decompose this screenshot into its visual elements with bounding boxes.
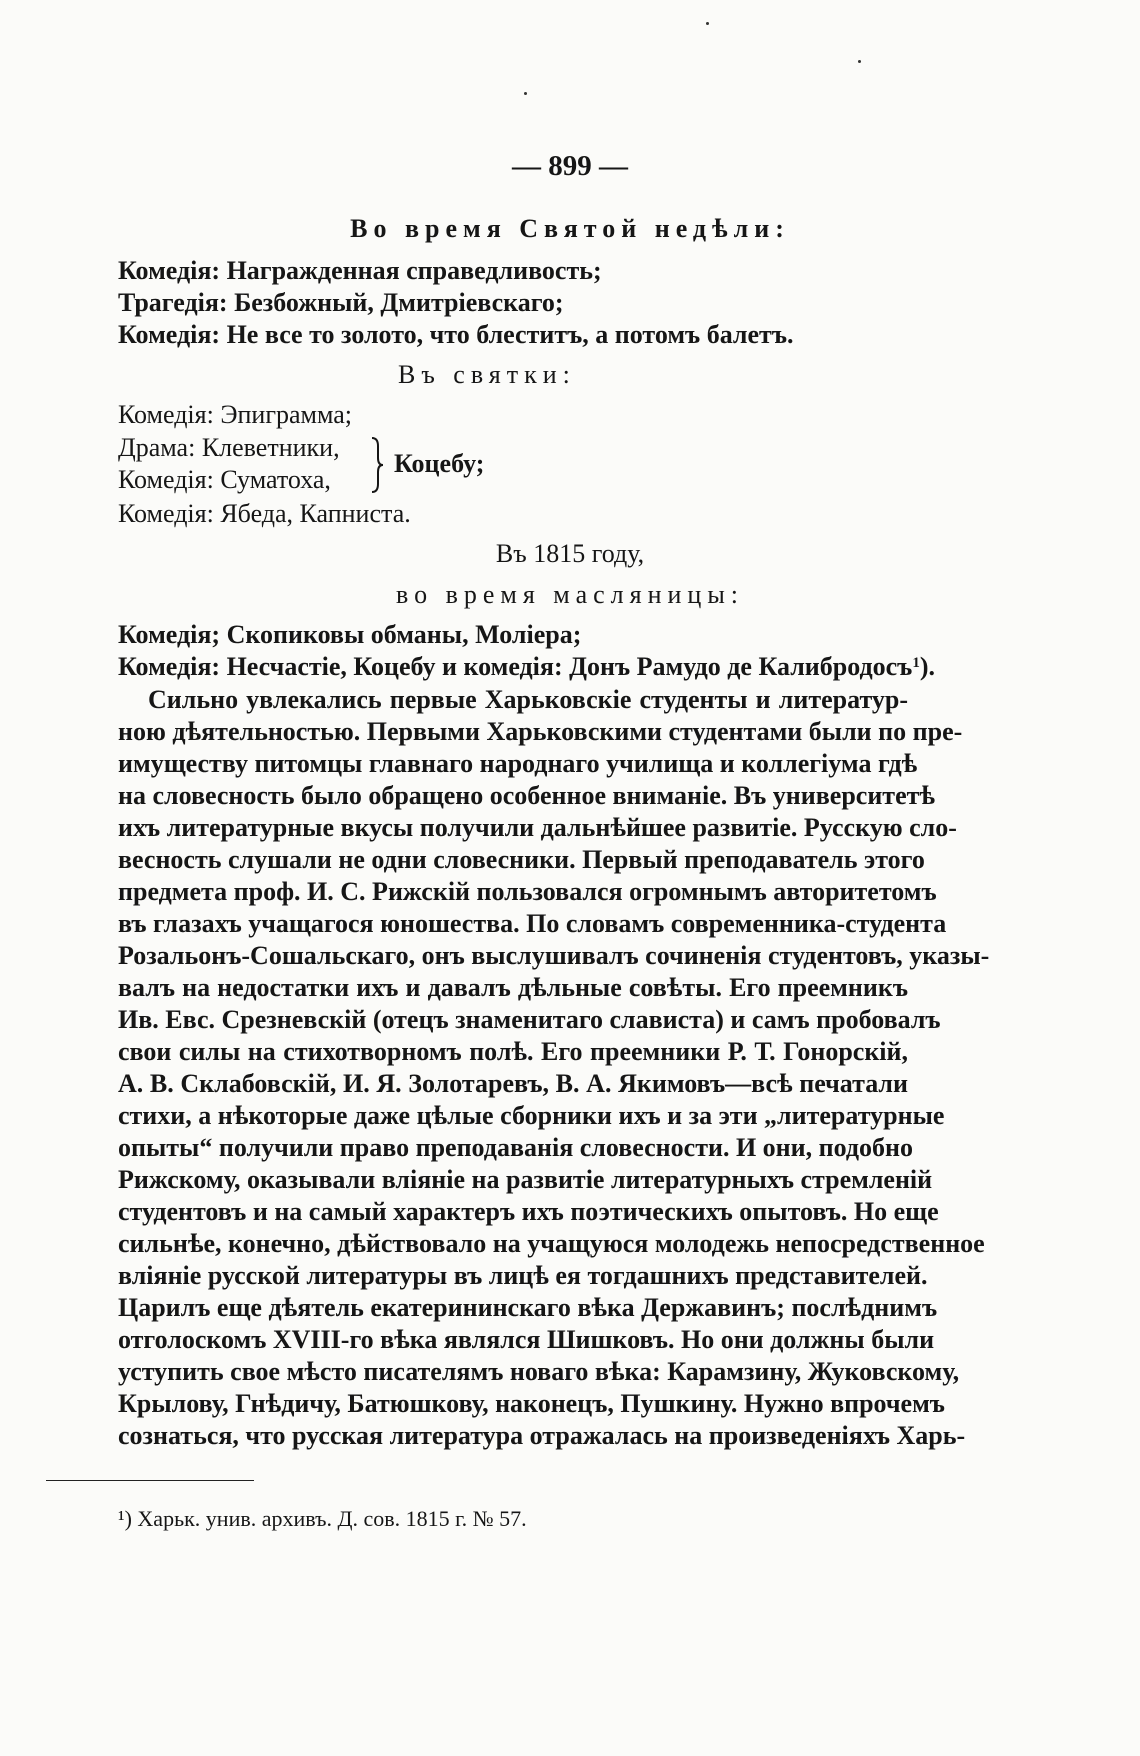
body-line: Рижскому, оказывали вліяніе на развитіе литературныхъ стремленій (118, 1165, 933, 1194)
body-line: студентовъ и на самый характеръ ихъ поэтическихъ опытовъ. Но еще (118, 1197, 939, 1226)
scan-speck (858, 60, 861, 63)
body-line: А. В. Склабовскій, И. Я. Золотаревъ, В. А. Якимовъ—всѣ печатали (118, 1069, 908, 1098)
footnote-reference: 1 (912, 655, 920, 671)
body-line: въ глазахъ учащагося юношества. По словамъ современника-студента (118, 909, 947, 938)
body-line: на словесность было обращено особенное вниманіе. Въ университетѣ (118, 781, 935, 810)
brace-label: Коцебу; (394, 449, 485, 478)
play-line: Комедія: Суматоха, (118, 465, 331, 494)
body-line: Крылову, Гнѣдичу, Батюшкову, наконецъ, Пушкину. Нужно впрочемъ (118, 1389, 945, 1418)
play-line: Комедія: Несчастіе, Коцебу и комедія: Донъ Рамудо де Калибродосъ$^1$). (118, 652, 935, 681)
body-line: вліяніе русской литературы въ лицѣ ея тогдашнихъ представителей. (118, 1261, 928, 1290)
scan-speck (706, 22, 709, 25)
play-line: Комедія: Награжденная справедливость; (118, 256, 602, 285)
body-line: Розальонъ-Сошальскаго, онъ выслушивалъ сочиненія студентовъ, указы- (118, 941, 990, 970)
body-line: стихи, а нѣкоторые даже цѣлые сборники ихъ и за эти „литературные (118, 1101, 945, 1130)
scan-speck (524, 92, 527, 95)
footnote-rule (46, 1480, 254, 1481)
footnote (118, 1504, 527, 1534)
curly-brace (370, 436, 384, 494)
year-heading: Въ 1815 году, (495, 539, 645, 568)
footnote-text: Харьк. унив. архивъ. Д. сов. 1815 г. № 57. (137, 1506, 527, 1531)
play-line: Комедія: Не все то золото, что блеститъ, а потомъ балетъ. (118, 320, 794, 349)
page-number: — 899 — (512, 150, 628, 182)
body-line: весность слушали не одни словесники. Первый преподаватель этого (118, 845, 925, 874)
body-line: валъ на недостатки ихъ и давалъ дѣльные совѣты. Его преемникъ (118, 973, 908, 1002)
play-line: Драма: Клеветники, (118, 433, 340, 462)
play-line: Комедія: Эпиграмма; (118, 400, 353, 429)
body-line: сильнѣе, конечно, дѣйствовало на учащуюся молодежь непосредственное (118, 1229, 985, 1258)
play-line: Трагедія: Безбожный, Дмитріевскаго; (118, 288, 564, 317)
body-line: предмета проф. И. С. Рижскій пользовался огромнымъ авторитетомъ (118, 877, 937, 906)
body-line: Сильно увлекались первые Харьковскіе студенты и литератур- (148, 685, 908, 714)
play-line: Комедія; Скопиковы обманы, Моліера; (118, 620, 582, 649)
footnote-marker: ¹) (118, 1506, 132, 1531)
body-line: Царилъ еще дѣятель екатерининскаго вѣка Державинъ; послѣднимъ (118, 1293, 938, 1322)
body-line: свои силы на стихотворномъ полѣ. Его преемники Р. Т. Гонорскій, (118, 1037, 908, 1066)
section-heading-christmastide: Въ святки: (398, 360, 576, 389)
body-line: имуществу питомцы главнаго народнаго училища и коллегіума гдѣ (118, 749, 918, 778)
body-line: уступить свое мѣсто писателямъ новаго вѣка: Карамзину, Жуковскому, (118, 1357, 960, 1386)
section-heading-holy-week: Во время Святой недѣли: (350, 214, 790, 243)
body-line: сознаться, что русская литература отражалась на произведеніяхъ Харь- (118, 1421, 966, 1450)
play-line: Комедія: Ябеда, Капниста. (118, 499, 411, 528)
section-heading-shrovetide: во время масляницы: (395, 580, 745, 609)
body-line: Ив. Евс. Срезневскій (отецъ знаменитаго слависта) и самъ пробовалъ (118, 1005, 941, 1034)
body-line: ихъ литературные вкусы получили дальнѣйшее развитіе. Русскую сло- (118, 813, 957, 842)
body-line: ною дѣятельностью. Первыми Харьковскими студентами были по пре- (118, 717, 963, 746)
body-line: опыты“ получили право преподаванія словесности. И они, подобно (118, 1133, 914, 1162)
body-line: отголоскомъ XVIII-го вѣка являлся Шишковъ. Но они должны были (118, 1325, 935, 1354)
